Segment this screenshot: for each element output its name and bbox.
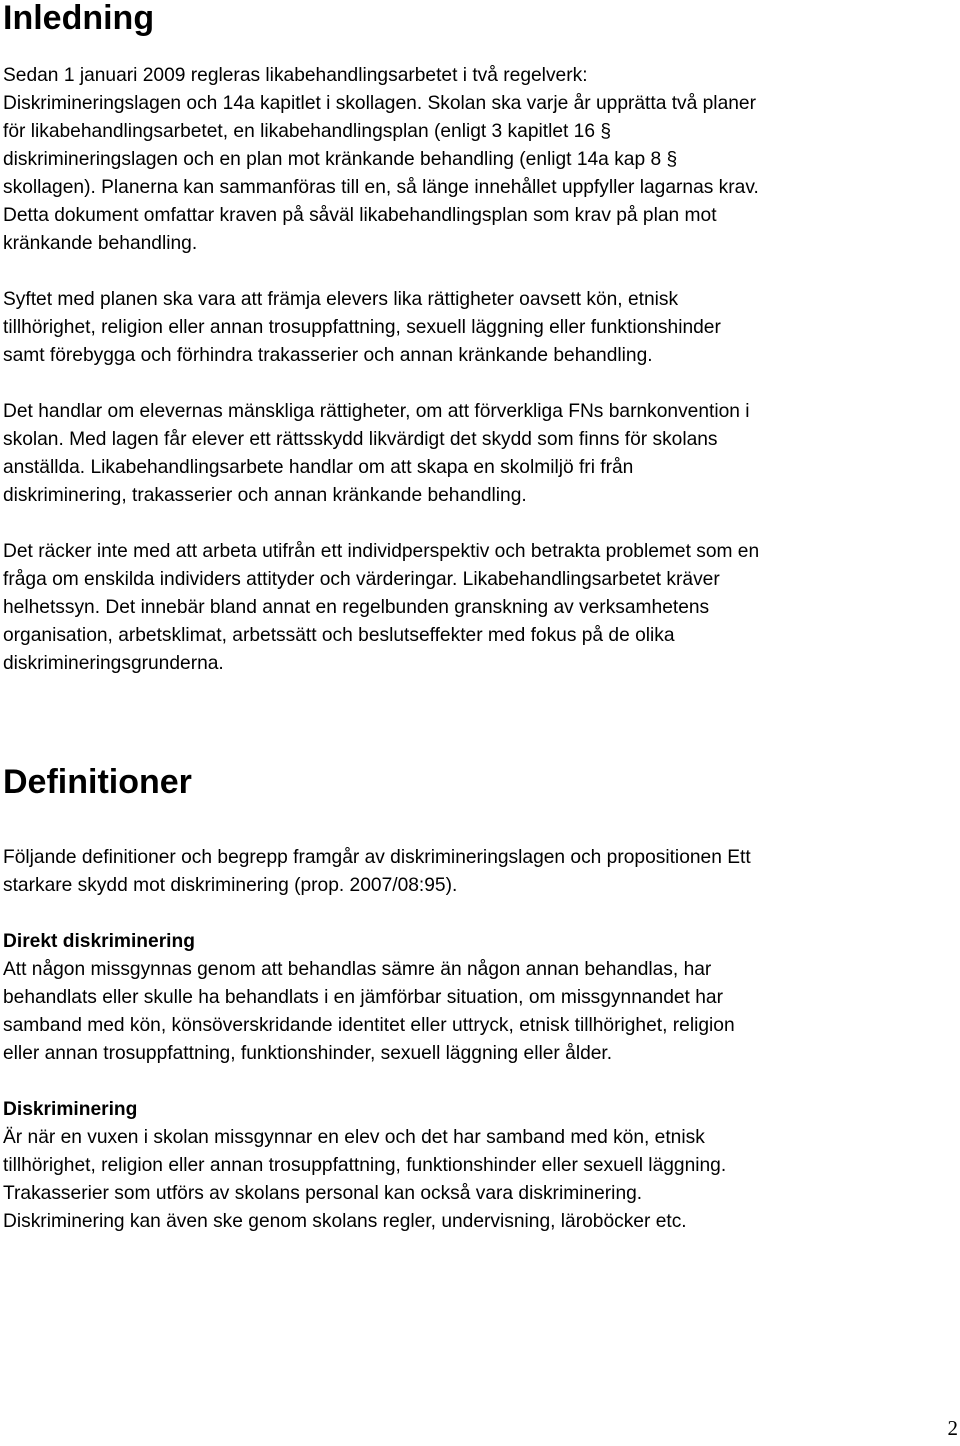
- intro-paragraph-4: [3, 538, 958, 678]
- text-line: Följande definitioner och begrepp framgår av diskrimineringslagen och propositionen Ett: [3, 847, 751, 868]
- definitions-intro-paragraph: [3, 844, 958, 900]
- text-line: Att någon missgynnas genom att behandlas sämre än någon annan behandlas, har: [3, 959, 712, 980]
- intro-paragraph-3: [3, 398, 958, 510]
- text-line: skolan. Med lagen får elever ett rättsskydd likvärdigt det skydd som finns för skolans: [3, 429, 718, 450]
- text-line: Diskrimineringslagen och 14a kapitlet i skollagen. Skolan ska varje år upprätta två planer: [3, 93, 756, 114]
- text-line: Sedan 1 januari 2009 regleras likabehandlingsarbetet i två regelverk:: [3, 65, 588, 86]
- definition-diskriminering: [3, 1096, 958, 1236]
- text-line: behandlats eller skulle ha behandlats i en jämförbar situation, om missgynnandet har: [3, 987, 723, 1008]
- text-line: diskrimineringslagen och en plan mot kränkande behandling (enligt 14a kap 8 §: [3, 149, 678, 170]
- text-line: samband med kön, könsöverskridande identitet eller uttryck, etnisk tillhörighet, religion: [3, 1015, 735, 1036]
- definition-text: [3, 1124, 958, 1236]
- page-number: 2: [947, 1416, 958, 1440]
- definition-term: Direkt diskriminering: [3, 931, 195, 952]
- section-heading-definitioner: Definitioner: [3, 763, 192, 801]
- text-line: eller annan trosuppfattning, funktionshinder, sexuell läggning eller ålder.: [3, 1043, 613, 1064]
- text-line: organisation, arbetsklimat, arbetssätt och beslutseffekter med fokus på de olika: [3, 625, 675, 646]
- definition-term: Diskriminering: [3, 1099, 138, 1120]
- definition-text: [3, 956, 958, 1068]
- text-line: Detta dokument omfattar kraven på såväl likabehandlingsplan som krav på plan mot: [3, 205, 717, 226]
- text-line: Syftet med planen ska vara att främja elevers lika rättigheter oavsett kön, etnisk: [3, 289, 679, 310]
- text-line: Det räcker inte med att arbeta utifrån ett individperspektiv och betrakta problemet som en: [3, 541, 760, 562]
- intro-paragraph-1: [3, 62, 958, 258]
- text-line: Är när en vuxen i skolan missgynnar en elev och det har samband med kön, etnisk: [3, 1127, 705, 1148]
- text-line: för likabehandlingsarbetet, en likabehandlingsplan (enligt 3 kapitlet 16 §: [3, 121, 612, 142]
- text-line: Det handlar om elevernas mänskliga rättigheter, om att förverkliga FNs barnkonvention i: [3, 401, 750, 422]
- text-line: anställda. Likabehandlingsarbete handlar om att skapa en skolmiljö fri från: [3, 457, 634, 478]
- text-line: Diskriminering kan även ske genom skolans regler, undervisning, läroböcker etc.: [3, 1211, 687, 1232]
- text-line: helhetssyn. Det innebär bland annat en regelbunden granskning av verksamhetens: [3, 597, 710, 618]
- text-line: diskrimineringsgrunderna.: [3, 653, 224, 674]
- intro-paragraph-2: [3, 286, 958, 370]
- text-line: starkare skydd mot diskriminering (prop. 2007/08:95).: [3, 875, 458, 896]
- text-line: tillhörighet, religion eller annan trosuppfattning, funktionshinder eller sexuell läggning.: [3, 1155, 727, 1176]
- text-line: skollagen). Planerna kan sammanföras till en, så länge innehållet uppfyller lagarnas krav.: [3, 177, 759, 198]
- text-line: fråga om enskilda individers attityder och värderingar. Likabehandlingsarbetet kräver: [3, 569, 720, 590]
- definition-direkt-diskriminering: [3, 928, 958, 1068]
- text-line: tillhörighet, religion eller annan trosuppfattning, sexuell läggning eller funktionshinder: [3, 317, 721, 338]
- section-heading-inledning: Inledning: [3, 0, 155, 37]
- text-line: samt förebygga och förhindra trakasserier och annan kränkande behandling.: [3, 345, 653, 366]
- text-line: Trakasserier som utförs av skolans personal kan också vara diskriminering.: [3, 1183, 643, 1204]
- text-line: kränkande behandling.: [3, 233, 198, 254]
- text-line: diskriminering, trakasserier och annan kränkande behandling.: [3, 485, 527, 506]
